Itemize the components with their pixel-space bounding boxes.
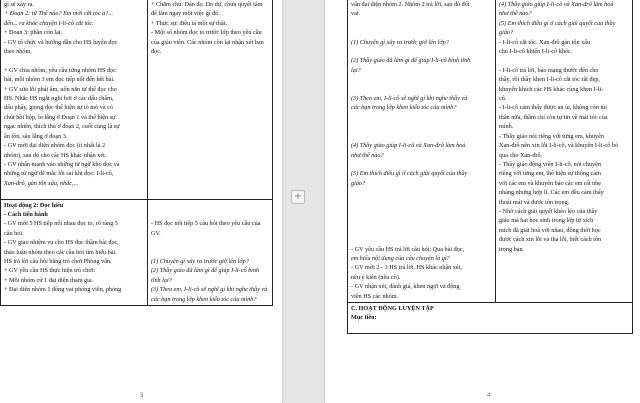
text-line: như thế nào?: [351, 151, 384, 159]
text-line: gì sẽ xảy ra.: [4, 1, 34, 8]
text-line: các bạn trong lớp khen kiểu tóc của mình?: [151, 295, 257, 303]
text-line: - GV nhấn mạnh vào những từ ngữ khó đọc và: [4, 160, 120, 168]
text-line: [351, 188, 492, 197]
text-line: - I-li-cô trả lời, bảo mạng thước đến cho: [499, 66, 599, 74]
text-line: với các em và khuyên bảo các em rất nhẹ: [499, 179, 602, 187]
text-line: để làm ngay một việc gì đó.: [151, 10, 220, 18]
text-line: - GV mời đại diện nhóm đọc (ít nhất là 2: [4, 142, 106, 150]
text-line: thầy, rồi thầy khen I-li-cô cắt tóc rất đẹp,: [499, 76, 600, 84]
text-line: - I-li-cô cắt tóc. Xan-đrô gàn tôn xấu: [499, 38, 591, 46]
text-line: + Thực sự: điều tả một sự thật.: [151, 19, 227, 27]
text-line: (5) Em thích điều gì ở cách giải quyết của thầy: [351, 170, 468, 178]
text-line: - GV tổ chức và hướng dẫn cho HS luyện đọc: [4, 38, 118, 46]
text-line: theo nhóm.: [4, 48, 32, 56]
text-line: ân tồn, sâu lắng ở đoạn 3.: [4, 132, 68, 140]
text-line: [351, 160, 492, 169]
text-line: [351, 28, 492, 37]
text-line: (4) Thầy giáo giúp I-li-cô và Xan-đrô làm hoà: [499, 1, 614, 8]
text-line: [351, 132, 492, 141]
document-page-right: [325, 0, 640, 403]
text-line: - Một số nhóm đọc to trước lớp theo yêu cầu: [151, 29, 262, 37]
text-line: viên HS các nhóm.: [351, 292, 399, 300]
text-line: (1) Chuyện gì xảy ra trước giờ lên lớp?: [351, 38, 449, 46]
section-subheading: - Cách tiến hành: [4, 210, 48, 218]
text-line: vấn đại diện nhóm 2. Nhóm 2 trả lời, sau đó đổi: [351, 1, 470, 8]
lesson-table-left: [0, 0, 273, 306]
table-cell-student-activities: [496, 0, 633, 303]
table-cell-section-heading: [348, 303, 633, 334]
section-heading: Hoạt động 2: Đọc hiểu: [4, 201, 64, 209]
section-heading: C. HOẠT ĐỘNG LUYỆN TẬP: [351, 305, 434, 312]
text-line: mích đã giải hoà với nhau, đồng thời học: [499, 226, 601, 234]
text-line: như thế nào?: [499, 10, 532, 18]
text-line: [351, 122, 492, 131]
text-line: khuyến khích các HS khác cùng khen I-li-: [499, 85, 604, 93]
text-line: [151, 238, 269, 247]
text-line: bài, mỗi nhóm 3 em đọc tiếp nối đến hết bài.: [4, 76, 115, 84]
page-number: 4: [487, 393, 491, 399]
text-line: nhàng nhưng hợp lí. Các em đều cảm thấy: [499, 189, 604, 197]
text-line: giáo?: [351, 179, 366, 187]
table-row: [1, 199, 273, 305]
text-line: em hiểu nội dung của câu chuyện là gì?: [351, 254, 450, 262]
text-line: HS trả lời câu hỏi bằng trò chơi Phỏng vấn.: [4, 257, 112, 265]
page-number: 3: [140, 393, 144, 399]
text-line: + GV yêu cầu HS thực hiện trò chơi:: [4, 267, 96, 275]
text-line: đọc.: [151, 48, 162, 56]
text-line: + GV sửa lỗi phát âm, uốn nắn tư thế đọc cho: [4, 85, 117, 93]
text-line: lại?: [351, 66, 361, 74]
text-line: - Thầy giáo động viên I-li-cô, nói chuyện: [499, 160, 601, 168]
text-line: [351, 47, 492, 56]
text-line: cô.: [499, 95, 507, 103]
text-line: Xan-đrô nên xin lỗi I-li-cô, và khuyên I-li-cô bỏ: [499, 142, 619, 150]
text-line: đến... ra khóc chuyện I-li-cô cắt tóc.: [4, 19, 94, 27]
text-line: + Đại diện nhóm 1 đóng vai phóng viên, phỏng: [4, 286, 122, 294]
text-line: được cách xin lỗi và tha lỗi, biết cách tôn: [499, 236, 602, 244]
text-line: (4) Thầy giáo giúp I-li-cô và Xan-đrô làm hoà: [351, 142, 466, 150]
text-line: - I-li-cô cảm thấy được an ủi, không còn tủi: [499, 104, 608, 112]
lesson-table-right: [347, 0, 633, 334]
text-line: nhóm), sau đó cho các HS khác nhận xét.: [4, 151, 107, 159]
text-line: - GV yêu cầu HS trả lời câu hỏi: Qua bài đọc,: [351, 245, 465, 253]
text-line: câu hỏi.: [4, 229, 24, 237]
text-line: [351, 207, 492, 216]
document-page-left: [0, 0, 282, 403]
text-line: những từ ngữ dễ mắc lỗi sai khi đọc: I-li-cô,: [4, 170, 114, 178]
table-cell-teacher-activities: [1, 0, 148, 199]
table-cell-student-activities: [148, 0, 273, 199]
text-line: [351, 85, 492, 94]
text-line: [4, 188, 144, 197]
text-line: dấu phẩy, giọng đọc thể hiện sự tò mò và có: [4, 104, 113, 112]
text-line: (3) Theo em, I-li-cô sẽ nghĩ gì khi nghe thầy và: [151, 286, 268, 294]
text-line: giáo?: [499, 29, 514, 37]
text-line: ngạc nhiên, thích thú ở đoạn 2, cuối cùng là sự: [4, 123, 120, 131]
text-line: tĩnh lại?: [151, 276, 172, 284]
text-line: - HS đọc nối tiếp 5 câu hỏi theo yêu cầu của: [151, 220, 261, 228]
text-line: riêng với từng em, thể hiện sự thông cảm: [499, 170, 601, 178]
text-line: (2) Thầy giáo đã làm gì để giúp I-li-cô bình: [151, 267, 260, 275]
text-line: các bạn trong lớp khen kiểu tóc của mình?: [351, 104, 457, 112]
table-cell-teacher-activities: [348, 0, 496, 303]
text-line: GV.: [151, 229, 161, 237]
text-line: HS. Nhắc HS ngắt nghỉ hơi ở các dấu chấm,: [4, 95, 114, 103]
text-line: [351, 113, 492, 122]
text-line: (2) Thầy giáo đã làm gì để giúp I-li-cô bình tĩnh: [351, 57, 471, 65]
text-line: - GV mời 5 HS tiếp nối nhau đọc to, rõ ràng 5: [4, 220, 119, 228]
text-line: [351, 75, 492, 84]
text-line: (5) Em thích điều gì ở cách giải quyết của thầy: [499, 19, 616, 27]
text-line: + Đoạn 3: phần còn lại.: [4, 29, 63, 37]
text-line: (1) Chuyện gì xảy ra trước giờ lên lớp?: [151, 257, 249, 265]
text-line: - GV nhận xét, đánh giá, khen ngợi và động: [351, 283, 460, 291]
text-line: cho I-li-cô khiến I-li-cô khóc.: [499, 48, 573, 56]
text-line: [4, 56, 144, 65]
text-line: [351, 198, 492, 207]
text-line: Xan-đrô, gàn tôn xấu, nhắc,...: [4, 179, 79, 187]
text-line: thoải mái và được tôn trọng.: [499, 198, 570, 206]
text-line: [499, 56, 629, 65]
table-cell-student-activities: [148, 199, 273, 305]
text-line: nêu ý kiến (nếu có).: [351, 273, 401, 281]
text-line: vai.: [351, 10, 361, 18]
text-line: + Đoạn 2: từ Thế nào? Em mới cắt tóc à?...: [4, 10, 113, 18]
text-line: [351, 19, 492, 28]
table-row: [348, 303, 633, 334]
text-line: qua cho Xan-đrô.: [499, 151, 543, 159]
text-line: - GV mời 2 - 3 HS trả lời. HS khác nhận xét,: [351, 264, 462, 272]
text-line: của giáo viên. Các nhóm còn lại nhận xét bạn: [151, 38, 264, 46]
text-line: trọng bạn.: [499, 245, 525, 253]
add-page-button[interactable]: +: [291, 190, 305, 204]
text-line: - GV giao nhiệm vụ cho HS đọc thầm bài đọc,: [4, 239, 119, 247]
text-line: + Chăm chú: Dán đọ. Do dự, chưa quyết tâm: [151, 1, 263, 8]
section-subheading: Mục tiêu:: [351, 314, 377, 322]
text-line: [351, 235, 492, 244]
text-line: thảo luận nhóm theo các câu hỏi tìm hiểu bài.: [4, 248, 117, 256]
text-line: [351, 216, 492, 225]
text-line: [351, 226, 492, 235]
text-line: mình.: [499, 123, 514, 131]
text-line: + GV chia nhóm, yêu cầu từng nhóm HS đọc: [4, 66, 116, 74]
text-line: - Thầy giáo nói riêng với từng em, khuyên: [499, 132, 604, 140]
text-line: thân nữa, thầm chỉ còn tự tin về mái tóc của: [499, 113, 608, 121]
text-line: giáo mà hai học sinh trong lớp từ xích: [499, 217, 594, 225]
table-cell-teacher-activities: [1, 199, 148, 305]
text-line: chút hồi hộp, lo lắng ở Đoạn 1 và thể hiện sự: [4, 113, 116, 121]
text-line: [151, 248, 269, 257]
table-row: [348, 0, 633, 303]
table-row: [1, 0, 273, 199]
text-line: (3) Theo em, I-li-cô sẽ nghĩ gì khi nghe thầy và: [351, 95, 468, 103]
text-line: + Mỗi nhóm cử 1 đại diện tham gia.: [4, 276, 94, 284]
text-line: - Nhờ cách giải quyết khéo léo của thầy: [499, 207, 598, 215]
